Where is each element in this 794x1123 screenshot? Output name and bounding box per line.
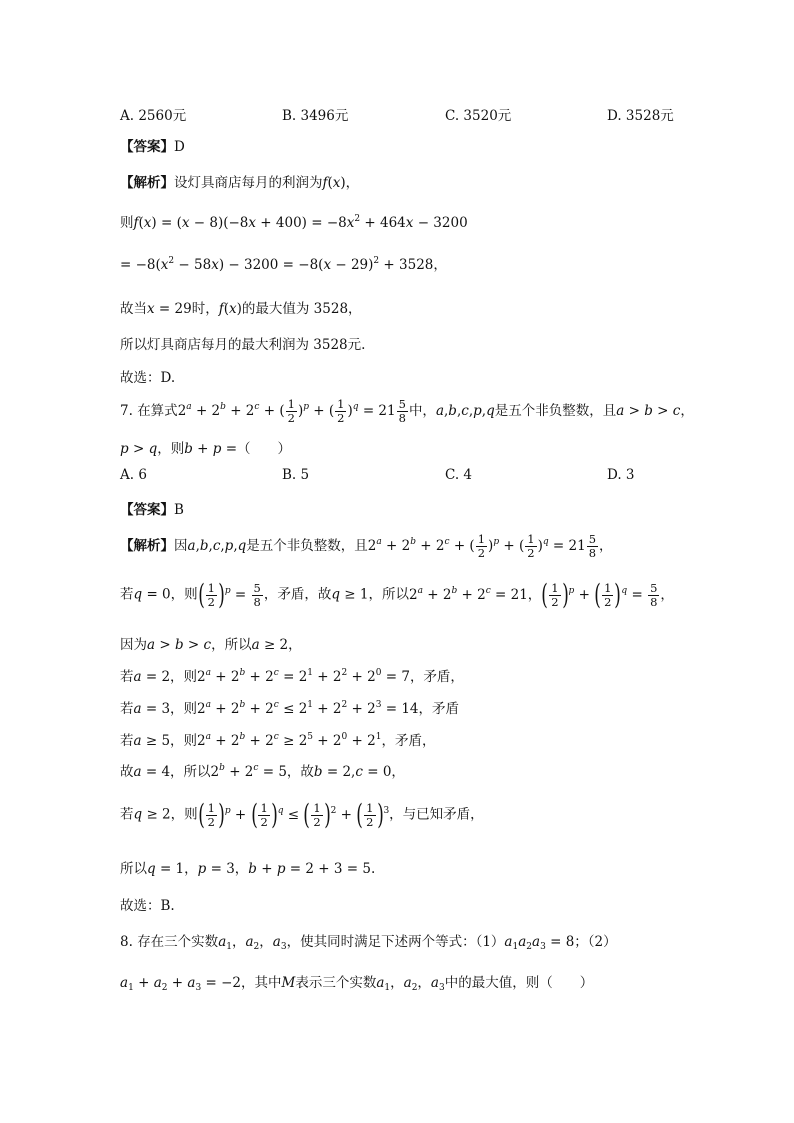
q7-option-d[interactable]: D. 3	[607, 467, 635, 483]
q6-derivation-line-2: = $-8(x^2 - 58x) - 3200 = -8(x - 29)^2 + 3528$，	[120, 256, 447, 273]
q8-stem-line-1: 8. 存在三个实数$a_1$，$a_2$，$a_3$，使其同时满足下述两个等式：$(1)a_1a_2a_3 = 8$；（2）	[120, 934, 617, 952]
q7-case-q0: 若q = 0，则( $\frac{1}{2}$ )$^p$ = $\frac{5}{8}$ ，矛盾，故q ≥ 1，所以$2^a + 2^b + 2^c = 21$，( $\frac{1}{2}$ )$^p$ + ( $\frac{1}{2}$ )$^q$ = $\frac{5}{8}$ ，	[120, 578, 674, 611]
q7-stem-line-2: p > q，则b + p =（ ）	[120, 441, 292, 457]
q7-option-c[interactable]: C. 4	[445, 467, 473, 483]
q7-stem-line-1: 7. 在算式$2^a + 2^b + 2^c$ + ( $\frac{1}{2}$ )$^p$ + ( $\frac{1}{2}$ )$^q$ = 21 $\frac{5}{8}$ 中，a,b,c,p,q是五个非负整数，且a > b > c，	[120, 397, 694, 425]
q7-option-a[interactable]: A. 6	[120, 467, 147, 483]
q6-options	[120, 104, 680, 124]
q7-result: 所以q = 1，p = 3，b + p = 2 + 3 = 5.	[120, 861, 376, 877]
q6-option-c[interactable]: C. 3520元	[445, 108, 512, 124]
q7-case-a3: 若a = 3，则$2^a + 2^b + 2^c \le 2^1 + 2^2 + 2^3 = 14$，矛盾	[120, 700, 460, 717]
q6-conclusion: 所以灯具商店每月的最大利润为 3528元.	[120, 337, 366, 353]
q6-option-d[interactable]: D. 3528元	[607, 108, 674, 124]
q7-case-a5: 若a ≥ 5，则$2^a + 2^b + 2^c \ge 2^5 + 2^0 + 2^1$，矛盾，	[120, 732, 436, 749]
q7-case-a2: 若a = 2，则$2^a + 2^b + 2^c = 2^1 + 2^2 + 2^0 = 7$，矛盾，	[120, 668, 464, 685]
q8-stem-line-2: $a_1 + a_2 + a_3 = -2$，其中M表示三个实数$a_1$，$a_2$，$a_3$中的最大值，则（ ）	[120, 975, 594, 993]
q7-abc-order: 因为a > b > c，所以a ≥ 2，	[120, 637, 302, 653]
q7-choice: 故选：B.	[120, 898, 175, 914]
q7-a4: 故a = 4，所以$2^b + 2^c = 5$，故b = 2,c = 0，	[120, 763, 405, 780]
q7-case-q2: 若q ≥ 2，则( $\frac{1}{2}$ )$^p$ + ( $\frac{1}{2}$ )$^q$ ≤ ( $\frac{1}{2}$ )$^2$ + ( $\frac{1}{2}$ )$^3$，与已知矛盾，	[120, 798, 484, 831]
q6-max-line: 故当x = 29时，f(x)的最大值为 3528，	[120, 301, 362, 317]
q6-derivation-line-1: 则$f(x) = (x - 8)(-8x + 400) = -8x^2 + 464x - 3200$	[120, 214, 468, 231]
q7-option-b[interactable]: B. 5	[282, 467, 310, 483]
q6-option-a[interactable]: A. 2560元	[120, 108, 187, 124]
q6-choice: 故选：D.	[120, 370, 176, 386]
q7-analysis-intro: 【解析】因a,b,c,p,q是五个非负整数，且$2^a + 2^b + 2^c$ + ( $\frac{1}{2}$ )$^p$ + ( $\frac{1}{2}$ )$^q$ = 21 $\frac{5}{8}$ ，	[120, 532, 613, 560]
q6-option-b[interactable]: B. 3496元	[282, 108, 349, 124]
q7-options	[120, 467, 680, 487]
q7-answer: 【答案】B	[120, 502, 184, 518]
q6-analysis-intro: 【解析】设灯具商店每月的利润为f(x)，	[120, 175, 360, 191]
q6-answer: 【答案】D	[120, 139, 185, 155]
